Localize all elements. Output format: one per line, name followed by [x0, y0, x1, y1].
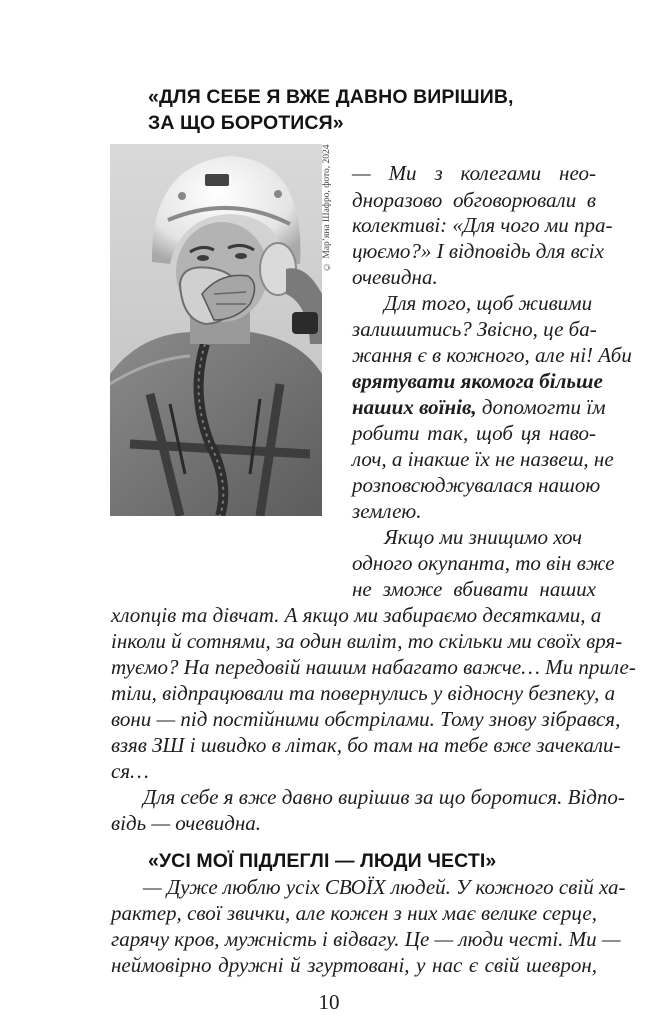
paragraph-3-line-7: тіли, відпрацювали та повернулись у відносну безпеку, а	[111, 681, 616, 705]
photo-credit: © Мар’яна Шафро, фото, 2024	[322, 144, 332, 271]
section-heading-1-line-2: ЗА ЩО БОРОТИСЯ»	[148, 112, 344, 134]
paragraph-3-line-1: Якщо ми знищимо хоч	[384, 525, 583, 549]
paragraph-3-line-3: не зможе вбивати наших	[352, 577, 596, 601]
paragraph-5-line-3: гарячу кров, мужність і відвагу. Це — люди честі. Ми —	[111, 927, 621, 951]
paragraph-5-line-1: — Дуже люблю усіх СВОЇХ людей. У кожного свій ха-	[143, 875, 626, 899]
paragraph-1-line-1: — Ми з колегами нео-	[352, 161, 596, 185]
paragraph-4-line-2: відь — очевидна.	[111, 811, 262, 835]
paragraph-2-line-5-rest: допомогти їм	[476, 395, 606, 419]
section-heading-2: «УСІ МОЇ ПІДЛЕГЛІ — ЛЮДИ ЧЕСТІ»	[148, 850, 497, 872]
paragraph-2-line-2: залишитись? Звісно, це ба-	[352, 317, 597, 341]
paragraph-1-line-2: дноразово обговорювали в	[352, 188, 596, 212]
paragraph-3-line-5: інколи й сотнями, за один виліт, то скільки ми своїх вря-	[111, 629, 623, 653]
paragraph-5-line-4: неймовірно дружні й згуртовані, у нас є свій шеврон,	[111, 953, 597, 977]
section-heading-1-line-1: «ДЛЯ СЕБЕ Я ВЖЕ ДАВНО ВИРІШИВ,	[148, 86, 514, 108]
paragraph-3-line-2: одного окупанта, то він вже	[352, 551, 615, 575]
paragraph-2-line-5	[352, 394, 606, 420]
paragraph-2-line-3: жання є в кожного, але ні! Аби	[352, 343, 632, 367]
paragraph-1-line-4: цюємо?» І відповідь для всіх	[352, 239, 604, 263]
paragraph-2-line-9: землею.	[352, 499, 422, 523]
paragraph-3-line-6: туємо? На передовій нашим набагато важче… Ми приле-	[111, 655, 636, 679]
pilot-photo	[110, 144, 322, 516]
paragraph-3-line-8: вони — під постійними обстрілами. Тому знову зібрався,	[111, 707, 621, 731]
paragraph-4-line-1: Для себе я вже давно вирішив за що боротися. Відпо-	[143, 785, 625, 809]
paragraph-3-line-9: взяв ЗШ і швидко в літак, бо там на тебе вже зачекали-	[111, 733, 621, 757]
paragraph-2-line-7: лоч, а інакше їх не назвеш, не	[352, 447, 614, 471]
page-number: 10	[318, 990, 340, 1014]
paragraph-1-line-3: колективі: «Для чого ми пра-	[352, 213, 613, 237]
paragraph-3-line-10: ся…	[111, 759, 149, 783]
paragraph-2-line-6: робити так, щоб ця наво-	[352, 421, 596, 445]
paragraph-1-line-5: очевидна.	[352, 265, 438, 289]
paragraph-3-line-4: хлопців та дівчат. А якщо ми забираємо десятками, а	[111, 603, 602, 627]
paragraph-2-line-8: розповсюджувалася нашою	[352, 473, 601, 497]
pilot-photo-image	[110, 144, 322, 516]
paragraph-5-line-2: рактер, свої звички, але кожен з них має велике серце,	[111, 901, 597, 925]
paragraph-2-line-4-bold: врятувати якомога більше	[352, 369, 603, 393]
paragraph-2-line-1: Для того, щоб живими	[384, 291, 593, 315]
paragraph-2-line-5-bold: наших воїнів,	[352, 395, 477, 419]
